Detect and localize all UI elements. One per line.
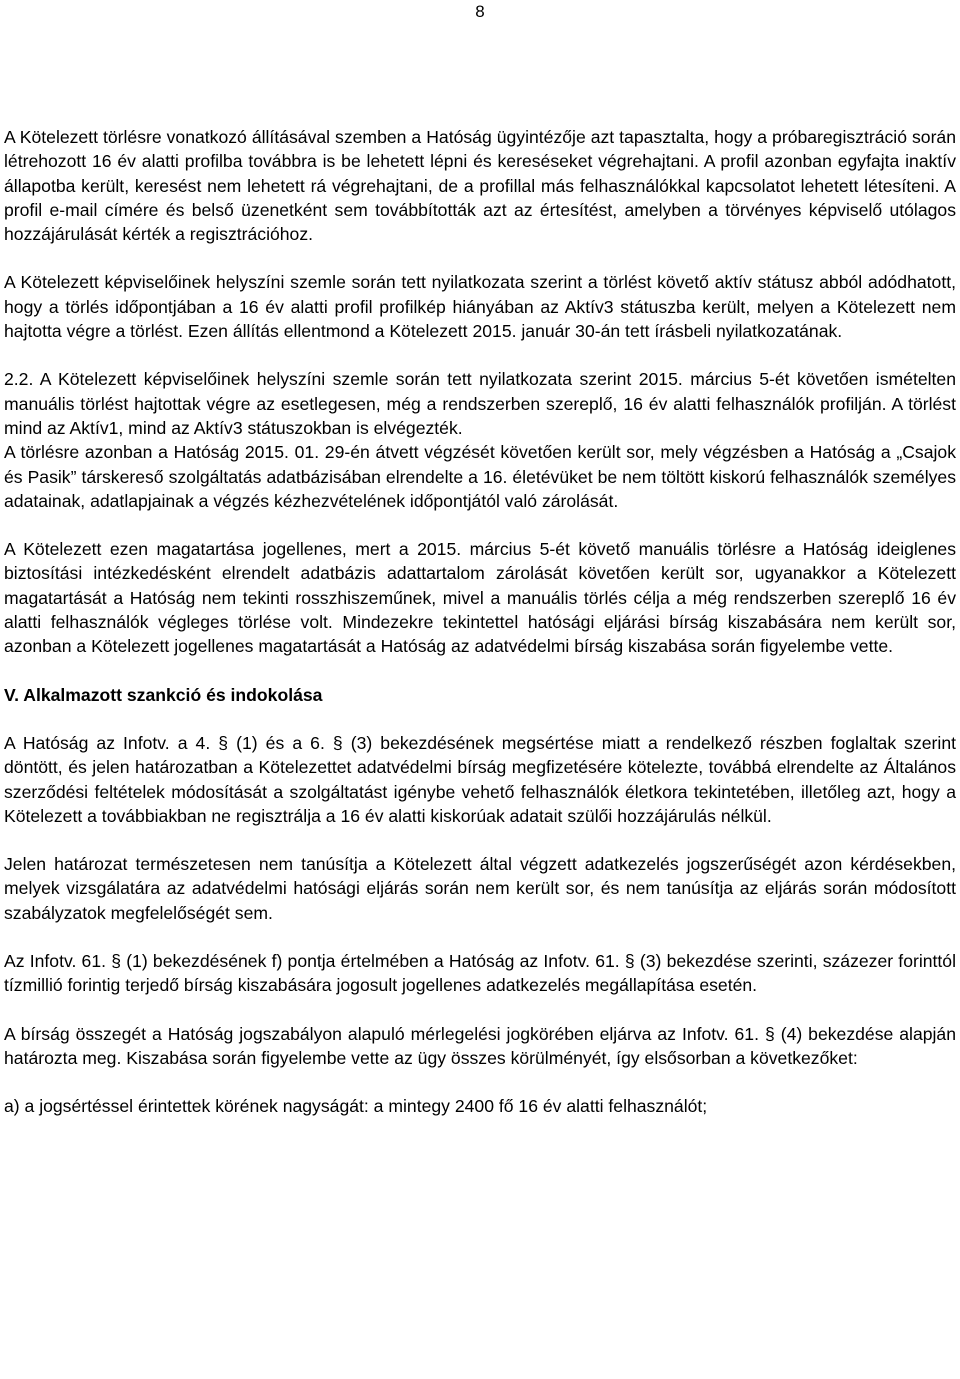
paragraph: 2.2. A Kötelezett képviselőinek helyszíni szemle során tett nyilatkozata szerint 2015. március 5-ét követően ismételten manuális törlést hajtottak végre az esetlegesen, még a rendszerben szereplő, 16 év alatti felhasználók profilján. A törlést mind az Aktív1, mind az Aktív3 státuszokban is elvégezték. bbox=[4, 369, 956, 438]
paragraph: A Hatóság az Infotv. a 4. § (1) és a 6. § (3) bekezdésének megsértése miatt a rendelkező részben foglaltak szerint döntött, és jelen határozatban a Kötelezettet adatvédelmi bírság megfizetésére kötelezte, továbbá elrendelte az Általános szerződési feltételek módosítását a szolgáltatást igénybe vehető felhasználók életkora tekintetében, illetőleg azt, hogy a Kötelezett a továbbiakban ne regisztrálja a 16 év alatti kiskorúak adatait szülői hozzájárulás nélkül. bbox=[4, 732, 956, 826]
section-heading: V. Alkalmazott szankció és indokolása bbox=[4, 684, 323, 705]
document-body bbox=[4, 125, 956, 1119]
paragraph: Jelen határozat természetesen nem tanúsítja a Kötelezett által végzett adatkezelés jogszerűségét azon kérdésekben, melyek vizsgálatára az adatvédelmi hatósági eljárás során nem került sor, és nem tanúsítja az eljárás során módosított szabályzatok megfelelőségét sem. bbox=[4, 854, 956, 923]
paragraph: A Kötelezett ezen magatartása jogellenes, mert a 2015. március 5-ét követő manuális törlésre a Hatóság ideiglenes biztosítási intézkedésként elrendelt adatbázis adattartalom zárolását követően került sor, ugyanakkor a Kötelezett magatartását a Hatóság nem tekinti rosszhiszeműnek, mivel a manuális törlés célja a még rendszerben szereplő 16 év alatti felhasználók végleges törlése volt. Mindezekre tekintettel hatósági eljárási bírság kiszabására nem került sor, azonban a Kötelezett jogellenes magatartását a Hatóság az adatvédelmi bírság kiszabása során figyelembe vette. bbox=[4, 539, 956, 657]
paragraph: Az Infotv. 61. § (1) bekezdésének f) pontja értelmében a Hatóság az Infotv. 61. § (3) bekezdése szerinti, százezer forinttól tízmillió forintig terjedő bírság kiszabására jogosult jogellenes adatkezelés megállapítása esetén. bbox=[4, 951, 956, 996]
paragraph: A Kötelezett törlésre vonatkozó állításával szemben a Hatóság ügyintézője azt tapasztalta, hogy a próbaregisztráció során létrehozott 16 év alatti profilba továbbra is be lehetett lépni és kereséseket végrehajtani. A profil azonban egyfajta inaktív állapotba került, keresést nem lehetett rá végrehajtani, de a profillal más felhasználókkal kapcsolatot lehetett létesíteni. A profil e-mail címére és belső üzenetként sem továbbították azt az értesítést, amelyben a törvényes képviselő utólagos hozzájárulását kérték a regisztrációhoz. bbox=[4, 127, 956, 245]
list-item: a) a jogsértéssel érintettek körének nagyságát: a mintegy 2400 fő 16 év alatti felhasználót; bbox=[4, 1096, 708, 1117]
paragraph: A bírság összegét a Hatóság jogszabályon alapuló mérlegelési jogkörében eljárva az Infotv. 61. § (4) bekezdése alapján határozta meg. Kiszabása során figyelembe vette az ügy összes körülményét, így elsősorban a következőket: bbox=[4, 1023, 956, 1068]
page-number: 8 bbox=[475, 2, 485, 21]
paragraph: A Kötelezett képviselőinek helyszíni szemle során tett nyilatkozata szerint a törlést követő aktív státusz abból adódhatott, hogy a törlés időpontjában a 16 év alatti profil profilkép hiányában az Aktív3 státuszba került, melyen a Kötelezett nem hajtotta végre a törlést. Ezen állítás ellentmond a Kötelezett 2015. január 30-án tett írásbeli nyilatkozatának. bbox=[4, 272, 956, 342]
paragraph: A törlésre azonban a Hatóság 2015. 01. 29-én átvett végzését követően került sor, mely végzésben a Hatóság a „Csajok és Pasik” társkereső szolgáltatás adatbázisában elrendelte a 16. életévüket be nem töltött kiskorú felhasználók személyes adatainak, adatlapjainak a végzés kézhezvételének időpontjától való zárolását. bbox=[4, 442, 956, 511]
